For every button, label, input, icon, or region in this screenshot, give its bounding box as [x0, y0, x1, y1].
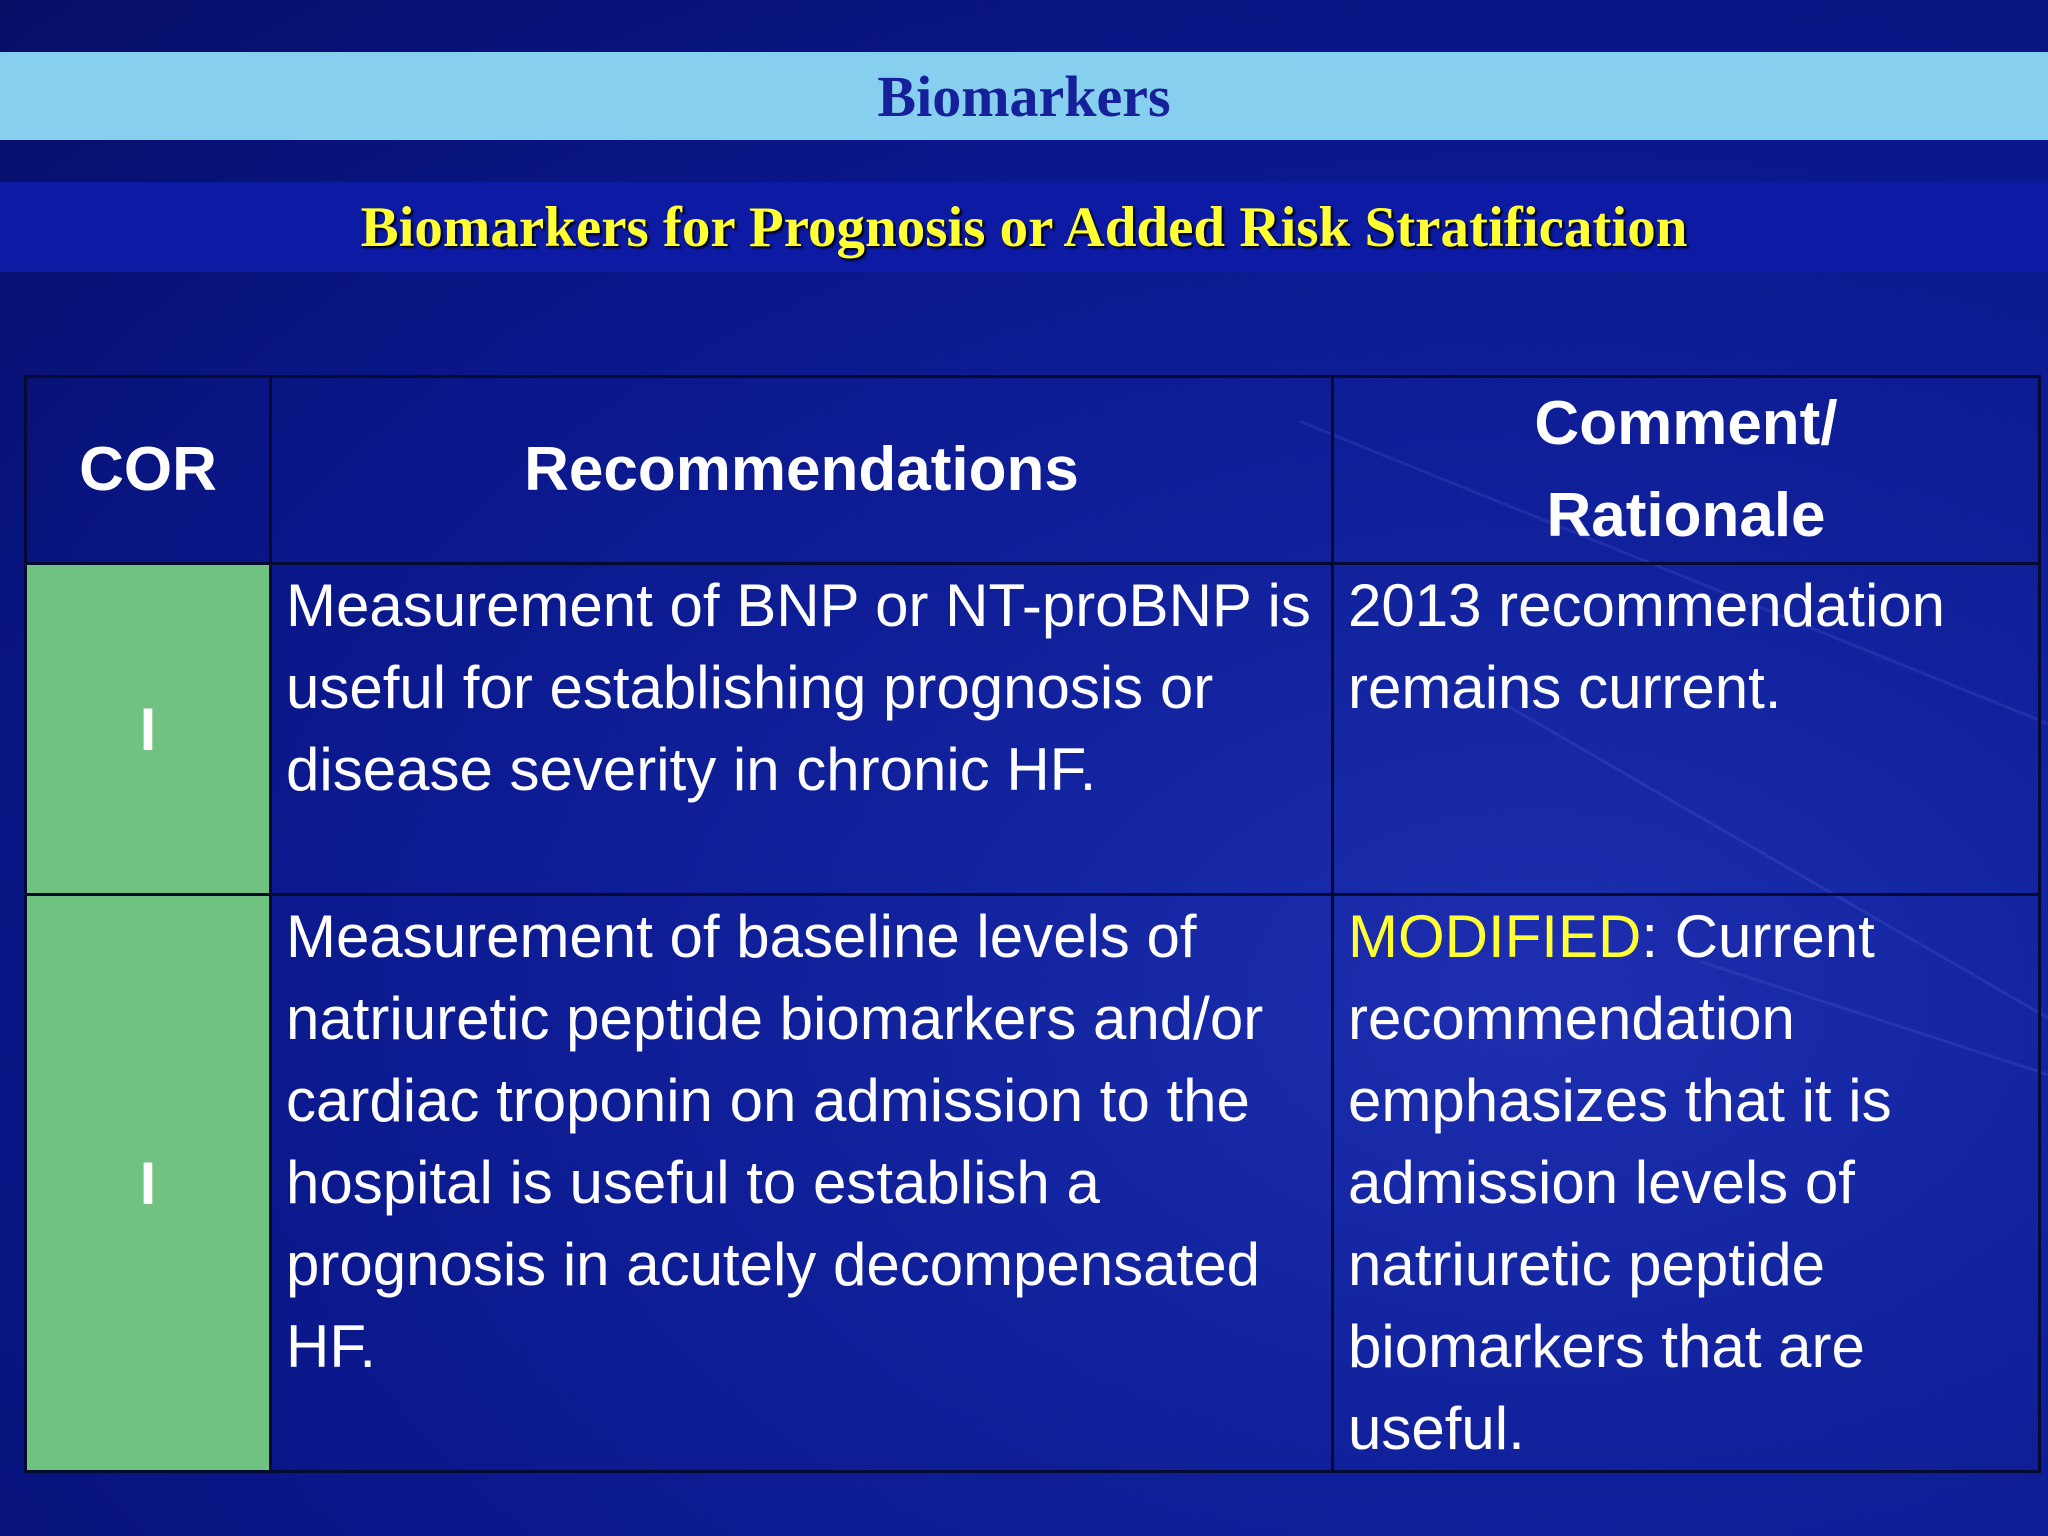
- slide-title: Biomarkers: [877, 63, 1171, 129]
- comment-text: : Current recommendation emphasizes that it is admission levels of natriuretic peptide biomarkers that are useful.: [1348, 903, 1892, 1462]
- comment-cell: [1333, 895, 2040, 1472]
- recommendation-cell: Measurement of baseline levels of natriuretic peptide biomarkers and/or cardiac troponin on admission to the hospital is useful to establish a prognosis in acutely decompensated HF.: [271, 895, 1333, 1472]
- comment-cell: [1333, 564, 2040, 895]
- subtitle-bar: [0, 182, 2048, 272]
- title-bar: [0, 52, 2048, 140]
- comment-highlight: MODIFIED: [1348, 903, 1642, 970]
- table-row: [26, 895, 2040, 1472]
- header-comment-line1: Comment/: [1534, 389, 1838, 458]
- recommendation-cell: Measurement of BNP or NT-proBNP is useful for establishing prognosis or disease severity in chronic HF.: [271, 564, 1333, 895]
- cor-class-cell: I: [26, 895, 271, 1472]
- table-header-row: [26, 377, 2040, 564]
- slide-subtitle: Biomarkers for Prognosis or Added Risk Stratification: [360, 195, 1688, 259]
- header-recommendations: Recommendations: [271, 377, 1333, 564]
- table-row: [26, 564, 2040, 895]
- header-comment-line2: Rationale: [1546, 481, 1826, 550]
- comment-text: 2013 recommendation remains current.: [1348, 572, 1946, 721]
- cor-class-cell: I: [26, 564, 271, 895]
- header-comment: [1333, 377, 2040, 564]
- header-cor: COR: [26, 377, 271, 564]
- recommendations-table: [24, 375, 2041, 1473]
